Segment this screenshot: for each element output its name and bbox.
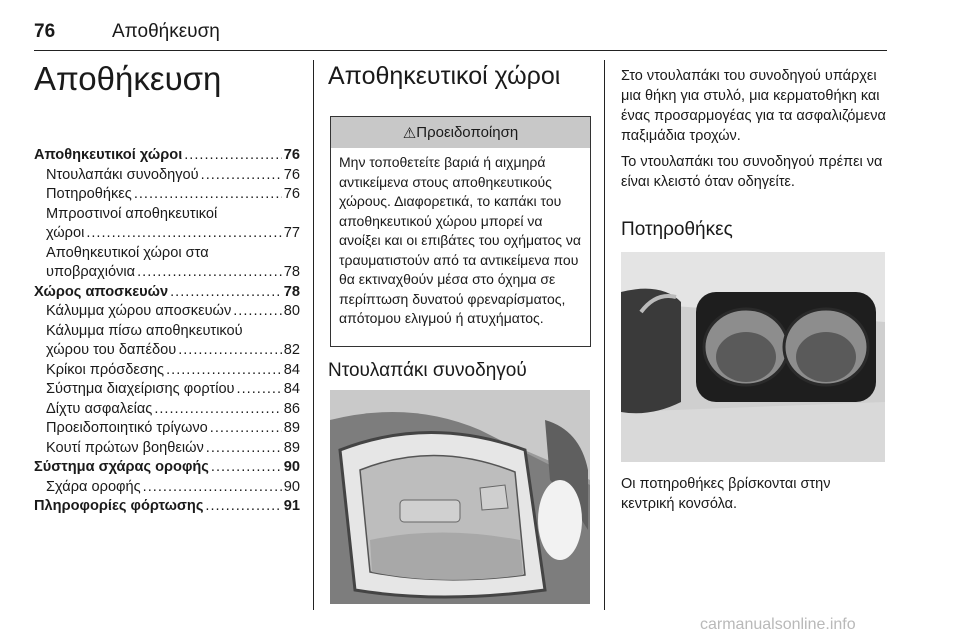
toc-page-number: 84 [283, 381, 300, 397]
toc-entry [34, 185, 300, 205]
toc-entry [34, 166, 300, 186]
glovebox-description [621, 66, 891, 198]
toc-entry-label: Αποθηκευτικοί χώροι στα [46, 244, 209, 261]
toc-page-number: 78 [283, 264, 300, 280]
glovebox-paragraph: Το ντουλαπάκι του συνοδηγού πρέπει να είναι κλειστό όταν οδηγείτε. [621, 154, 883, 190]
toc-entry-label: χώρου του δαπέδου [46, 342, 177, 358]
toc-entry-label: χώροι [46, 225, 85, 241]
toc-page-number: 76 [283, 186, 300, 202]
toc-leader-dots [201, 166, 282, 186]
cupholders-section-title: Ποτηροθήκες [621, 219, 733, 240]
toc-leader-dots [205, 497, 281, 517]
toc-entry-label: Κρίκοι πρόσδεσης [46, 361, 165, 378]
toc-page-number: 78 [283, 283, 300, 300]
toc-entry [34, 478, 300, 498]
storage-section-title: Αποθηκευτικοί χώροι [328, 62, 561, 90]
toc-entry-label: Κουτί πρώτων βοηθειών [46, 439, 204, 456]
toc-entry-label: Πληροφορίες φόρτωσης [34, 498, 204, 514]
toc-entry-label: Μπροστινοί αποθηκευτικοί [46, 205, 218, 222]
warning-header [331, 117, 590, 148]
warning-text: Μην τοποθετείτε βαριά ή αιχμηρά αντικείμενα στους αποθηκευτικούς χώρους. Διαφορετικά, το καπάκι του αποθηκευτικού χώρου μπορεί να ανοίξει και οι επιβάτες του οχήματος να τραυματιστούν από τα αντικείμενα που θα εκτιναχθούν μέσα στο όχημα σε περίπτωση δυνατού φρεναρίσματος, απότομου ελιγμού ή ατυχήματος. [339, 154, 581, 326]
toc-page-number: 89 [283, 420, 300, 436]
toc-entry-label: υποβραχιόνια [46, 264, 136, 280]
page-title: Αποθήκευση [34, 60, 222, 97]
toc-entry-label: Ντουλαπάκι συνοδηγού [46, 166, 199, 183]
toc-entry [34, 361, 300, 381]
toc-leader-dots [134, 185, 282, 205]
glovebox-section-title: Ντουλαπάκι συνοδηγού [328, 360, 527, 381]
warning-box [330, 116, 591, 347]
column-divider [604, 60, 605, 610]
toc-leader-dots [166, 361, 282, 381]
warning-title: Προειδοποίηση [416, 124, 519, 141]
toc-page-number: 89 [283, 439, 300, 456]
toc-entry-line [34, 205, 300, 225]
toc-leader-dots [233, 302, 282, 322]
toc-page-number: 76 [283, 147, 300, 163]
cupholders-caption: Οι ποτηροθήκες βρίσκονται στην κεντρική κονσόλα. [621, 476, 831, 512]
toc-leader-dots [86, 224, 281, 244]
toc-entry-label: Σύστημα διαχείρισης φορτίου [46, 381, 235, 397]
toc-chapter-entry [34, 146, 300, 166]
watermark: carmanualsonline.info [700, 616, 856, 633]
glovebox-photo [330, 390, 590, 604]
toc-entry [34, 302, 300, 322]
table-of-contents [34, 146, 300, 517]
toc-leader-dots [210, 419, 282, 439]
toc-entry-label: Ποτηροθήκες [46, 186, 132, 202]
toc-chapter-entry [34, 497, 300, 517]
toc-leader-dots [211, 458, 282, 478]
toc-page-number: 90 [283, 478, 300, 495]
toc-leader-dots [137, 263, 282, 283]
toc-entry-label: Σύστημα σχάρας οροφής [34, 459, 209, 475]
toc-leader-dots [143, 478, 282, 498]
toc-page-number: 90 [283, 459, 300, 475]
toc-entry-label: Αποθηκευτικοί χώροι [34, 147, 183, 163]
toc-leader-dots [237, 380, 282, 400]
toc-page-number: 84 [283, 361, 300, 378]
toc-entry-label: Κάλυμμα χώρου αποσκευών [46, 303, 232, 319]
toc-leader-dots [206, 439, 282, 459]
toc-entry-label: Προειδοποιητικό τρίγωνο [46, 420, 208, 436]
toc-page-number: 80 [283, 303, 300, 319]
toc-page-number: 86 [283, 400, 300, 417]
toc-entry [34, 400, 300, 420]
header-section-title: Αποθήκευση [112, 21, 220, 42]
toc-entry [34, 439, 300, 459]
header-rule [34, 50, 887, 51]
toc-entry-line [34, 244, 300, 264]
toc-page-number: 76 [283, 166, 300, 183]
toc-entry-label: Χώρος αποσκευών [34, 283, 169, 300]
toc-leader-dots [154, 400, 281, 420]
toc-entry-line [34, 322, 300, 342]
cupholders-photo [621, 252, 885, 462]
toc-entry [34, 224, 300, 244]
toc-entry-label: Κάλυμμα πίσω αποθηκευτικού [46, 322, 243, 339]
toc-page-number: 77 [283, 225, 300, 241]
toc-leader-dots [178, 341, 282, 361]
warning-triangle-icon: ⚠ [402, 124, 417, 142]
glovebox-paragraph: Στο ντουλαπάκι του συνοδηγού υπάρχει μια θήκη για στυλό, μια κερματοθήκη και ένας προσαρμογέας για τα ασφαλιζόμενα παξιμάδια τροχών. [621, 68, 886, 144]
toc-entry-label: Σχάρα οροφής [46, 478, 141, 495]
column-divider [313, 60, 314, 610]
toc-entry-label: Δίχτυ ασφαλείας [46, 400, 153, 417]
toc-entry [34, 341, 300, 361]
header-page-number: 76 [34, 21, 56, 42]
toc-chapter-entry [34, 458, 300, 478]
toc-page-number: 91 [283, 498, 300, 514]
toc-leader-dots [184, 146, 282, 166]
toc-entry [34, 263, 300, 283]
toc-entry [34, 380, 300, 400]
toc-leader-dots [170, 283, 282, 303]
toc-entry [34, 419, 300, 439]
toc-page-number: 82 [283, 342, 300, 358]
toc-chapter-entry [34, 283, 300, 303]
